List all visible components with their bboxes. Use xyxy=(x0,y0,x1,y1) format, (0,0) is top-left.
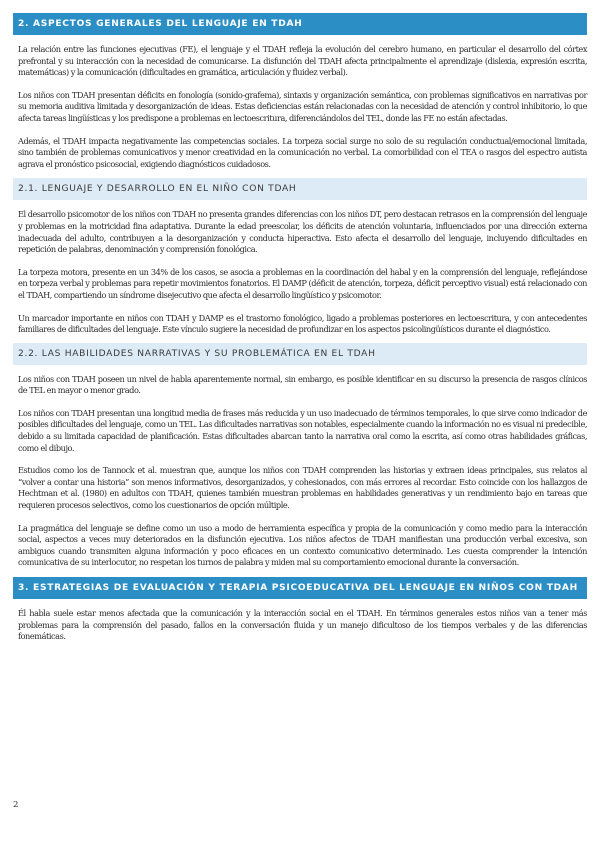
page-number: 2 xyxy=(13,800,19,810)
paragraph: Estudios como los de Tannock et al. muestran que, aunque los niños con TDAH comprenden las historias y extraen ideas principales, sus relatos al “volver a contar una historia” son menos informativos, desorganizados, y cohesionados, con más errores al recordar. Esto coincide con los hallazgos de Hechtman et al. (1980) en adultos con TDAH, quienes también muestran problemas en habilidades generativas y un rendimiento bajo en tareas que requieren procesos selectivos, como los cuestionarios de opción múltiple. xyxy=(18,465,587,511)
paragraph: Él habla suele estar menos afectada que la comunicación y la interacción social en el TDAH. En términos generales estos niños van a tener más problemas para la comprensión del pasado, fallos en la conversación fluida y un manejo dificultoso de los tiempos verbales y de las diferencias fonemáticas. xyxy=(18,608,587,642)
section-heading-3: 3. ESTRATEGIAS DE EVALUACIÓN Y TERAPIA PSICOEDUCATIVA DEL LENGUAJE EN NIÑOS CON TDAH xyxy=(13,577,587,599)
paragraph: Además, el TDAH impacta negativamente las competencias sociales. La torpeza social surge no solo de su regulación conductual/emocional limitada, sino también de problemas comunicativos y menor creatividad en la comunicación no verbal. La comorbilidad con el TEA o rasgos del espectro autista agrava el pronóstico psicosocial, exigiendo diagnósticos cuidadosos. xyxy=(18,135,587,169)
paragraph: El desarrollo psicomotor de los niños con TDAH no presenta grandes diferencias con los niños DT, pero destacan retrasos en la comprensión del lenguaje y problemas en la motricidad fina adaptativa. Durante la edad preescolar, los déficits de atención voluntaria, influenciados por una dirección externa inadecuada del adulto, contribuyen a la desorganización y conducta hiperactiva. Esto afecta el desarrollo del lenguaje, incluyendo dificultades en repetición de palabras, denominación y comprensión fonológica. xyxy=(18,209,587,255)
paragraph: Los niños con TDAH poseen un nivel de habla aparentemente normal, sin embargo, es posible identificar en su discurso la presencia de rasgos clínicos de TEL en mayor o menor grado. xyxy=(18,373,587,396)
paragraph: Los niños con TDAH presentan déficits en fonología (sonido-grafema), sintaxis y organización semántica, con problemas significativos en narrativas por su memoria auditiva limitada y desorganización de ideas. Estas deficiencias están relacionadas con la necesidad de atención y control inhibitorio, lo que afecta tareas lingüísticas y los predispone a problemas en lectoescritura, diferenciándolos del TEL, donde las FE no están afectadas. xyxy=(18,89,587,123)
paragraph: Los niños con TDAH presentan una longitud media de frases más reducida y un uso inadecuado de términos temporales, lo que sirve como indicador de posibles dificultades del lenguaje, como un TEL. Las dificultades narrativas son notables, especialmente cuando la información no es visual ni predecible, debido a su limitada capacidad de planificación. Estas dificultades abarcan tanto la narrativa oral como la escrita, así como otras habilidades gráficas, como el dibujo. xyxy=(18,407,587,453)
section-heading-2: 2. ASPECTOS GENERALES DEL LENGUAJE EN TDAH xyxy=(13,13,587,35)
paragraph: La pragmática del lenguaje se define como un uso a modo de herramienta específica y propia de la comunicación y como medio para la interacción social, aspectos a veces muy deteriorados en la disfunción ejecutiva. Los niños afectos de TDAH manifiestan una producción verbal excesiva, son ambiguos cuando transmiten alguna información y poco eficaces en un contexto comunicativo determinado. Les cuesta comprender la intención comunicativa de su interlocutor, no respetan los turnos de palabra y miden mal su comportamiento emocional durante la conversación. xyxy=(18,522,587,568)
paragraph: La torpeza motora, presente en un 34% de los casos, se asocia a problemas en la coordinación del habal y en la comprensión del lenguaje, reflejándose en torpeza verbal y problemas para repetir movimientos fonatorios. El DAMP (déficit de atención, torpeza, déficit perceptivo visual) está relacionado con el TDAH, compartiendo un síndrome disejecutivo que afecta el desarrollo lingüístico y psicomotor. xyxy=(18,266,587,300)
paragraph: Un marcador importante en niños con TDAH y DAMP es el trastorno fonológico, ligado a problemas posteriores en lectoescritura, y con antecedentes familiares de dificultades del lenguaje. Este vínculo sugiere la necesidad de profundizar en los aspectos psicolingüísticos durante el diagnóstico. xyxy=(18,312,587,335)
page-content xyxy=(13,13,587,643)
section-heading-2-2: 2.2. LAS HABILIDADES NARRATIVAS Y SU PROBLEMÁTICA EN EL TDAH xyxy=(13,343,587,365)
paragraph: La relación entre las funciones ejecutivas (FE), el lenguaje y el TDAH refleja la evolución del cerebro humano, en particular el desarrollo del córtex prefrontal y su interacción con la necesidad de comunicarse. La disfunción del TDAH afecta principalmente el aprendizaje (dislexia, expresión escrita, matemáticas) y la comunicación (dificultades en gramática, articulación y fluidez verbal). xyxy=(18,44,587,78)
section-heading-2-1: 2.1. LENGUAJE Y DESARROLLO EN EL NIÑO CON TDAH xyxy=(13,178,587,200)
